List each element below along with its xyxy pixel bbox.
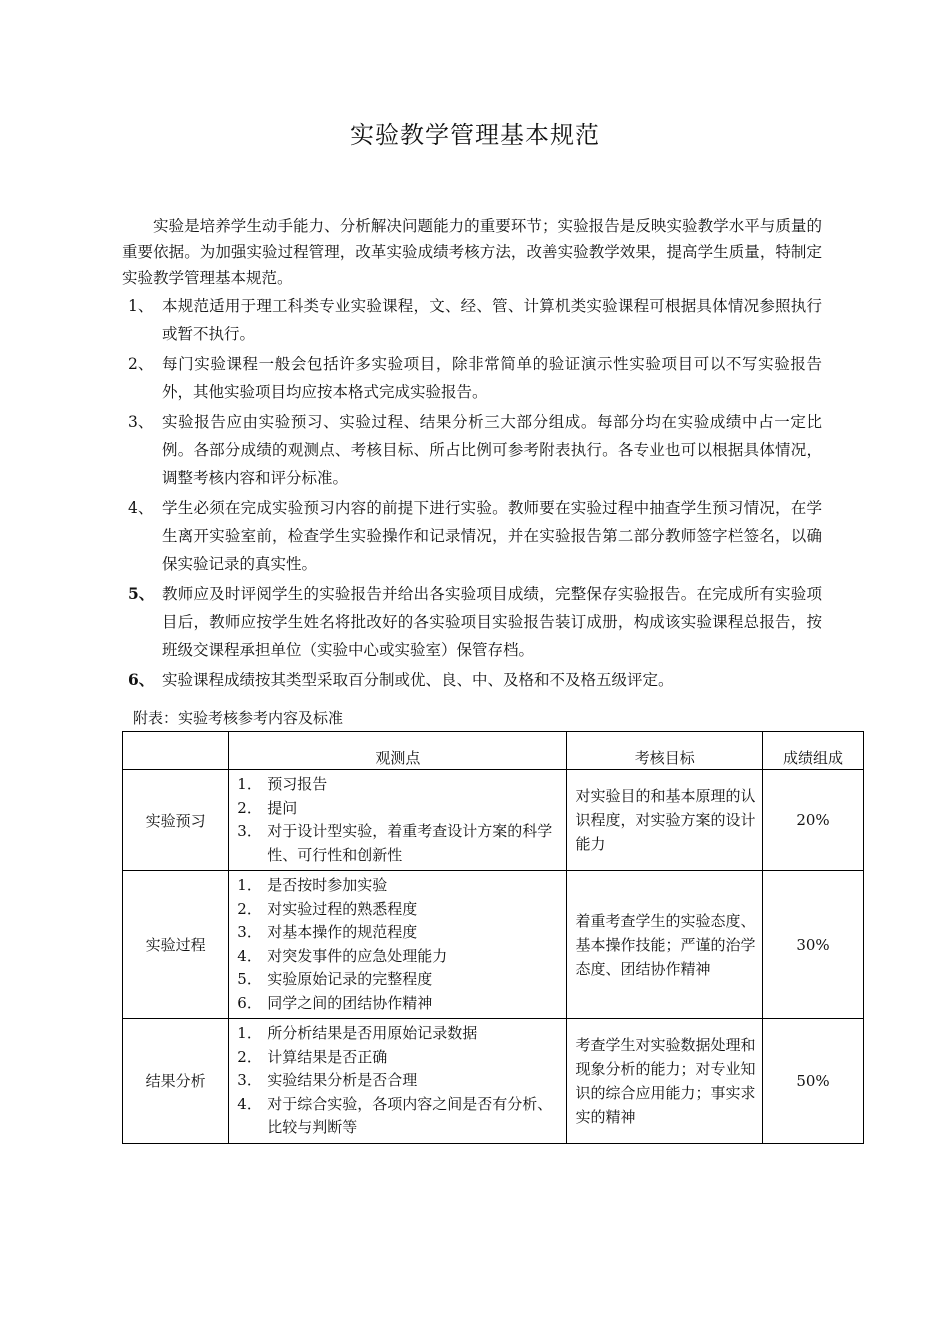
observation-list [229, 770, 566, 870]
item-text: 是否按时参加实验 [267, 876, 388, 894]
item-number: 5． [237, 970, 262, 988]
observation-list [229, 1019, 566, 1143]
item-number: 1． [237, 1024, 262, 1042]
item-number: 2． [237, 899, 262, 918]
header-stage [123, 732, 229, 770]
observation-list [229, 871, 566, 1018]
table-header-row [123, 732, 864, 770]
observation-item [237, 773, 560, 797]
rule-number: 3、 [128, 413, 154, 431]
observation-item [237, 1046, 560, 1070]
item-number: 3． [237, 822, 262, 840]
observation-item [237, 1069, 560, 1093]
item-text: 对突发事件的应急处理能力 [267, 946, 448, 965]
rule-item [128, 494, 822, 578]
table-row [123, 770, 864, 871]
rule-text: 教师应及时评阅学生的实验报告并给出各实验项目成绩，完整保存实验报告。在完成所有实验项目后，教师应按学生姓名将批改好的各实验项目实验报告装订成册，构成该实验课程总报告，按班级交课程承担单位（实验中心或实验室）保管存档。 [162, 585, 822, 659]
rule-item [128, 580, 822, 664]
table-caption: 附表：实验考核参考内容及标准 [133, 709, 344, 727]
intro-paragraph: 实验是培养学生动手能力、分析解决问题能力的重要环节；实验报告是反映实验教学水平与质量的重要依据。为加强实验过程管理，改革实验成绩考核方法，改善实验教学效果，提高学生质量，特制定实验教学管理基本规范。 [122, 217, 822, 287]
rule-text: 每门实验课程一般会包括许多实验项目，除非常简单的验证演示性实验项目可以不写实验报告外，其他实验项目均应按本格式完成实验报告。 [162, 355, 822, 401]
rule-number: 6、 [128, 670, 155, 689]
header-observation-points: 观测点 [229, 732, 567, 770]
item-number: 2． [237, 1047, 262, 1066]
rule-item [128, 408, 822, 492]
observation-item [237, 968, 560, 992]
rule-item [128, 350, 822, 406]
item-number: 3． [237, 923, 262, 941]
item-text: 预习报告 [267, 775, 328, 793]
goal-cell: 着重考查学生的实验态度、基本操作技能；严谨的治学态度、团结协作精神 [567, 871, 763, 1019]
item-text: 同学之间的团结协作精神 [267, 993, 433, 1012]
header-assessment-goal: 考核目标 [567, 732, 763, 770]
observation-item [237, 820, 560, 867]
rule-item [128, 666, 822, 694]
observation-item [237, 797, 560, 821]
item-number: 3． [237, 1071, 262, 1089]
item-text: 提问 [267, 798, 298, 817]
observation-item [237, 992, 560, 1016]
table-row [123, 871, 864, 1019]
points-cell [229, 1019, 567, 1144]
item-text: 所分析结果是否用原始记录数据 [267, 1024, 478, 1042]
rule-number: 2、 [128, 355, 154, 373]
document-title: 实验教学管理基本规范 [350, 121, 600, 149]
table-row [123, 1019, 864, 1144]
rule-text: 实验课程成绩按其类型采取百分制或优、良、中、及格和不及格五级评定。 [162, 671, 674, 689]
weight-cell: 30% [762, 871, 863, 1019]
item-number: 4． [237, 1094, 262, 1113]
points-cell [229, 770, 567, 871]
weight-cell: 50% [762, 1019, 863, 1144]
item-number: 2． [237, 798, 262, 817]
goal-cell: 考查学生对实验数据处理和现象分析的能力；对专业知识的综合应用能力；事实求实的精神 [567, 1019, 763, 1144]
observation-item [237, 945, 560, 969]
stage-cell: 实验过程 [123, 871, 229, 1019]
item-text: 对于综合实验，各项内容之间是否有分析、比较与判断等 [267, 1094, 553, 1136]
rule-number: 4、 [128, 499, 154, 517]
stage-cell: 结果分析 [123, 1019, 229, 1144]
item-text: 对实验过程的熟悉程度 [267, 899, 418, 918]
observation-item [237, 874, 560, 898]
observation-item [237, 898, 560, 922]
item-text: 实验结果分析是否合理 [267, 1071, 418, 1089]
observation-item [237, 921, 560, 945]
rule-item [128, 292, 822, 348]
evaluation-table [122, 731, 864, 1144]
item-number: 1． [237, 775, 262, 793]
weight-cell: 20% [762, 770, 863, 871]
points-cell [229, 871, 567, 1019]
rules-list [128, 292, 822, 696]
rule-text: 学生必须在完成实验预习内容的前提下进行实验。教师要在实验过程中抽查学生预习情况，在学生离开实验室前，检查学生实验操作和记录情况，并在实验报告第二部分教师签字栏签名，以确保实验记录的真实性。 [162, 499, 822, 573]
item-text: 实验原始记录的完整程度 [267, 970, 433, 988]
item-number: 4． [237, 946, 262, 965]
rule-text: 本规范适用于理工科类专业实验课程，文、经、管、计算机类实验课程可根据具体情况参照执行或暂不执行。 [162, 297, 822, 343]
rule-text: 实验报告应由实验预习、实验过程、结果分析三大部分组成。每部分均在实验成绩中占一定比例。各部分成绩的观测点、考核目标、所占比例可参考附表执行。各专业也可以根据具体情况，调整考核内容和评分标准。 [162, 413, 822, 487]
rule-number: 5、 [128, 584, 155, 603]
item-number: 1． [237, 876, 262, 894]
item-text: 对于设计型实验，着重考查设计方案的科学性、可行性和创新性 [267, 822, 553, 864]
item-text: 计算结果是否正确 [267, 1047, 388, 1066]
item-number: 6． [237, 993, 262, 1012]
observation-item [237, 1022, 560, 1046]
stage-cell: 实验预习 [123, 770, 229, 871]
observation-item [237, 1093, 560, 1140]
item-text: 对基本操作的规范程度 [267, 923, 418, 941]
goal-cell: 对实验目的和基本原理的认识程度，对实验方案的设计能力 [567, 770, 763, 871]
rule-number: 1、 [128, 297, 154, 315]
header-score-weight: 成绩组成 [762, 732, 863, 770]
